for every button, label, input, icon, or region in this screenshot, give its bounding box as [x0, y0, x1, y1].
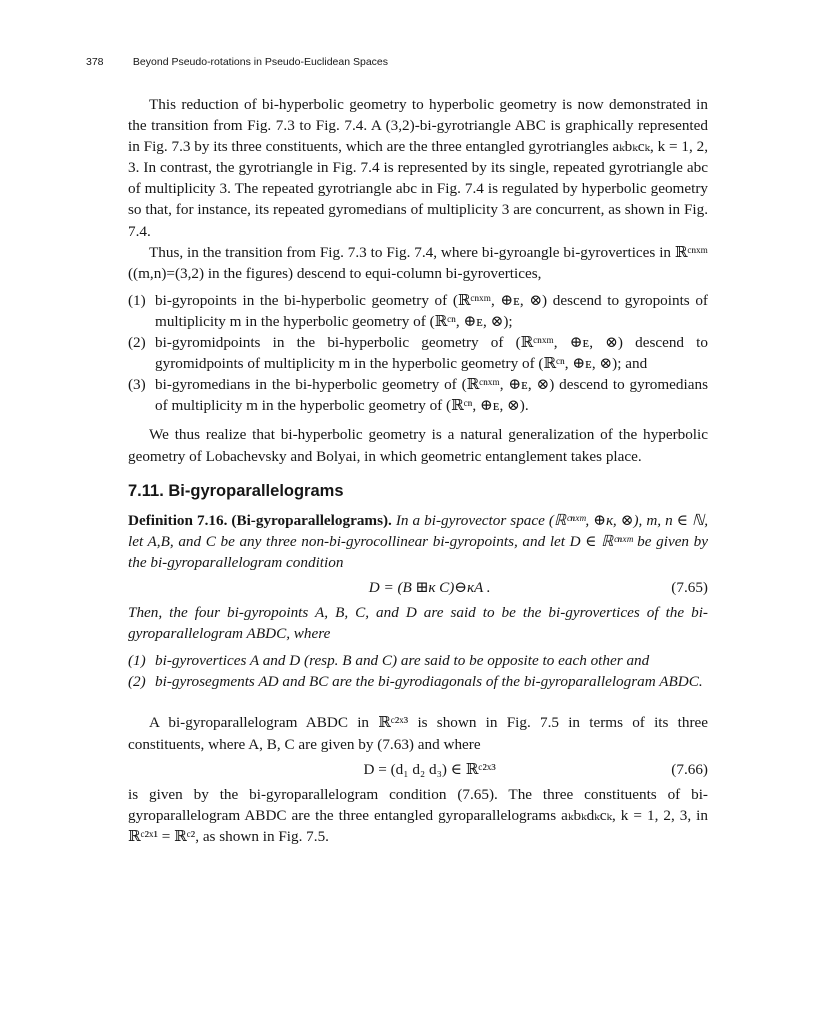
definition-list	[128, 650, 708, 692]
list-item	[128, 650, 708, 671]
equation-formula: D = (d₁ d₂ d₃) ∈ ℝᶜ²ˣ³	[363, 760, 496, 778]
definition	[128, 510, 708, 573]
equation-number: (7.65)	[671, 578, 708, 596]
paragraph-example: A bi-gyroparallelogram ABDC in ℝᶜ²ˣ³ is shown in Fig. 7.5 in terms of its three constituents, where A, B, C are given by (7.63) and where	[128, 714, 708, 753]
list-item-text: bi-gyrosegments AD and BC are the bi-gyrodiagonals of the bi-gyroparallelogram ABDC.	[155, 673, 703, 691]
section-title: 7.11. Bi-gyroparallelograms	[128, 481, 344, 500]
equation-formula: D = (B ⊞ᴋ C)⊖ᴋA .	[368, 578, 491, 596]
list-item-text: bi-gyrovertices A and D (resp. B and C) are said to be opposite to each other and	[155, 652, 650, 670]
list-item-label: (1)	[128, 291, 146, 309]
list-item-label: (2)	[128, 334, 146, 352]
list-item	[128, 671, 708, 692]
equation-7-65	[128, 577, 708, 598]
paragraph-constituents: is given by the bi-gyroparallelogram condition (7.65). The three constituents of bi-gyroparallelogram ABDC are the three entangled gyroparallelograms aₖbₖdₖcₖ, k = 1, 2, 3, in ℝᶜ²ˣ¹ = ℝᶜ², as shown in Fig. 7.5.	[128, 785, 708, 845]
page-number: 378	[86, 56, 104, 68]
paragraph-realize: We thus realize that bi-hyperbolic geometry is a natural generalization of the hyperbolic geometry of Lobachevsky and Bolyai, in which geometric entanglement takes place.	[128, 426, 708, 465]
list-item	[128, 290, 708, 332]
list-item-text: bi-gyropoints in the bi-hyperbolic geometry of (ℝᶜⁿˣᵐ, ⊕ᴇ, ⊗) descend to gyropoints of multiplicity m in the hyperbolic geometry of (ℝᶜⁿ, ⊕ᴇ, ⊗);	[155, 291, 708, 330]
paragraph-transition: Thus, in the transition from Fig. 7.3 to Fig. 7.4, where bi-gyroangle bi-gyrovertices in ℝᶜⁿˣᵐ ((m,n)=(3,2) in the figures) descend to equi-column bi-gyrovertices,	[128, 243, 708, 282]
descent-list	[128, 290, 708, 417]
list-item-text: bi-gyromidpoints in the bi-hyperbolic geometry of (ℝᶜⁿˣᵐ, ⊕ᴇ, ⊗) descend to gyromidpoints of multiplicity m in the hyperbolic geometry of (ℝᶜⁿ, ⊕ᴇ, ⊗); and	[155, 334, 708, 373]
list-item-label: (2)	[128, 673, 146, 691]
equation-number: (7.66)	[671, 760, 708, 778]
running-header	[86, 56, 726, 68]
list-item	[128, 332, 708, 374]
definition-head: Definition 7.16. (Bi-gyroparallelograms).	[128, 511, 392, 529]
definition-body: In a bi-gyrovector space (ℝᶜⁿˣᵐ, ⊕ᴋ, ⊗), m, n ∈ ℕ, let A,B, and C be any three non-bi-gyrocollinear bi-gyropoints, and let D ∈ ℝᶜⁿˣᵐ be given by the bi-gyroparallelogram condition	[128, 511, 708, 571]
running-title: Beyond Pseudo-rotations in Pseudo-Euclidean Spaces	[132, 56, 389, 68]
list-item-label: (3)	[128, 376, 146, 394]
paragraph-then: Then, the four bi-gyropoints A, B, C, and D are said to be the bi-gyrovertices of the bi-gyroparallelogram ABDC, where	[128, 604, 708, 643]
list-item	[128, 374, 708, 416]
equation-7-66	[128, 759, 708, 780]
spacer	[128, 700, 708, 712]
list-item-label: (1)	[128, 652, 146, 670]
page-body	[128, 94, 708, 847]
list-item-text: bi-gyromedians in the bi-hyperbolic geometry of (ℝᶜⁿˣᵐ, ⊕ᴇ, ⊗) descend to gyromedians of multiplicity m in the hyperbolic geometry of (ℝᶜⁿ, ⊕ᴇ, ⊗).	[155, 376, 708, 415]
paragraph-reduction: This reduction of bi-hyperbolic geometry to hyperbolic geometry is now demonstrated in the transition from Fig. 7.3 to Fig. 7.4. A (3,2)-bi-gyrotriangle ABC is graphically represented in Fig. 7.3 by its three constituents, which are the three entangled gyrotriangles aₖbₖcₖ, k = 1, 2, 3. In contrast, the gyrotriangle in Fig. 7.4 is represented by its single, repeated gyrotriangle abc of multiplicity 3. The repeated gyrotriangle abc in Fig. 7.4 is regulated by hyperbolic geometry so that, for instance, its repeated gyromedians of multiplicity 3 are concurrent, as shown in Fig. 7.4.	[128, 96, 708, 240]
